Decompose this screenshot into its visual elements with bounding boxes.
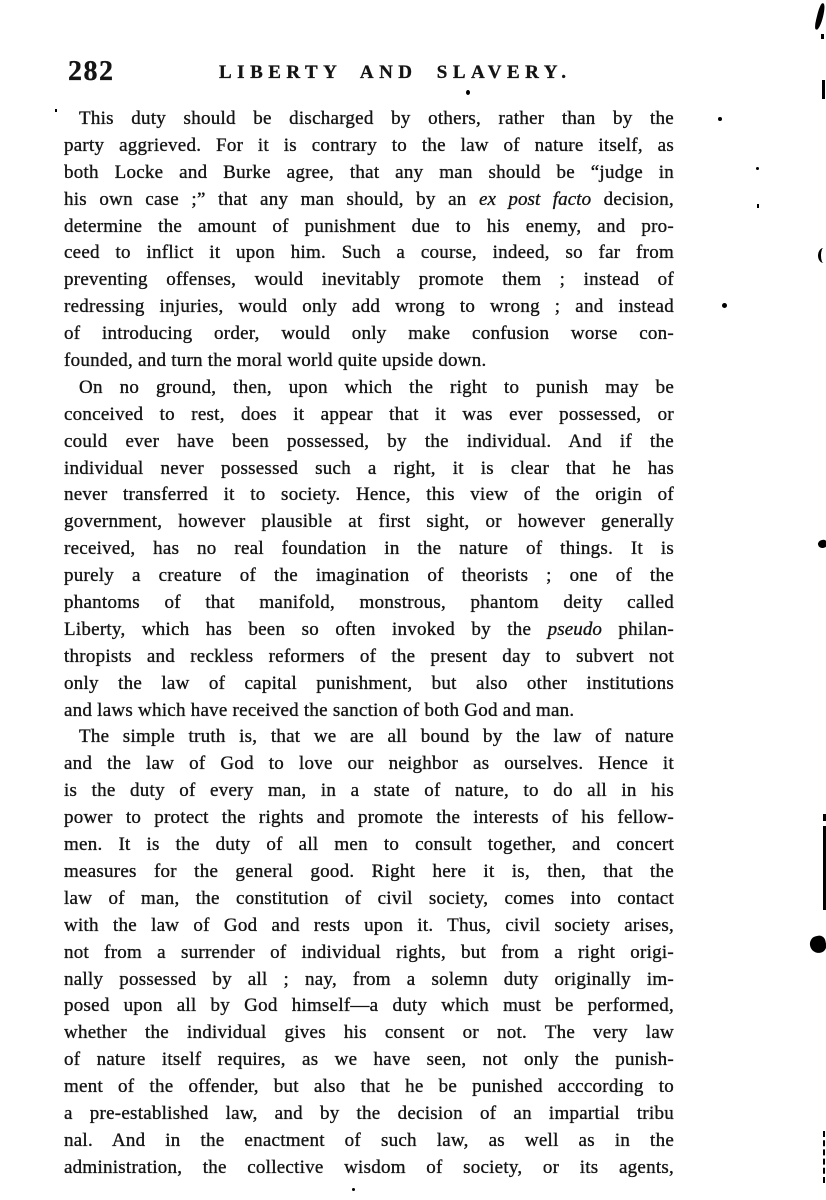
text-line: nally possessed by all ; nay, from a solemn duty originally im- <box>64 968 674 990</box>
text-line: founded, and turn the moral world quite upside down. <box>64 350 487 372</box>
text-line: and laws which have received the sanction of both God and man. <box>64 699 575 721</box>
text-line: nal. And in the enactment of such law, as well as in the <box>64 1129 674 1151</box>
text-line: of introducing order, would only make confusion worse con- <box>64 323 674 345</box>
text-line: law of man, the constitution of civil society, comes into contact <box>64 887 674 909</box>
ink-mark <box>823 1131 825 1183</box>
text-line: not from a surrender of individual rights, but from a right origi- <box>64 941 674 963</box>
text-line: men. It is the duty of all men to consult together, and concert <box>64 834 674 856</box>
text-line: government, however plausible at first sight, or however generally <box>64 511 674 533</box>
text-line: measures for the general good. Right here it is, then, that the <box>64 860 674 882</box>
text-line: never transferred it to society. Hence, this view of the origin of <box>64 484 674 506</box>
ink-mark <box>722 303 727 308</box>
text-line: phantoms of that manifold, monstrous, phantom deity called <box>64 592 674 614</box>
text-line: with the law of God and rests upon it. Thus, civil society arises, <box>64 914 674 936</box>
text-line: conceived to rest, does it appear that it was ever possessed, or <box>64 403 674 425</box>
ink-mark <box>817 539 826 549</box>
text-line: is the duty of every man, in a state of nature, to do all in his <box>64 780 674 802</box>
ink-mark <box>756 167 759 170</box>
text-line: party aggrieved. For it is contrary to the law of nature itself, as <box>64 134 674 156</box>
ink-mark <box>352 1188 355 1191</box>
text-line: could ever have been possessed, by the individual. And if the <box>64 430 674 452</box>
text-line: redressing injuries, would only add wrong to wrong ; and instead <box>64 296 674 318</box>
page-number: 282 <box>68 56 115 87</box>
text-line: posed upon all by God himself—a duty which must be performed, <box>64 995 674 1017</box>
text-line: determine the amount of punishment due to his enemy, and pro- <box>64 215 674 237</box>
ink-mark <box>821 34 824 39</box>
text-line: On no ground, then, upon which the right to punish may be <box>79 376 674 398</box>
text-line: thropists and reckless reformers of the present day to subvert not <box>64 645 674 667</box>
body-text <box>64 106 674 1182</box>
text-line: a pre-established law, and by the decision of an impartial tribu <box>64 1102 674 1124</box>
text-line: whether the individual gives his consent or not. The very law <box>64 1022 674 1044</box>
ink-mark <box>818 248 826 263</box>
text-line: ment of the offender, but also that he be punished acccording to <box>64 1076 674 1098</box>
ink-mark <box>55 109 57 112</box>
text-line: his own case ;” that any man should, by an ex post facto decision, <box>64 188 674 210</box>
paragraph <box>64 106 674 375</box>
ink-mark <box>808 935 826 955</box>
text-line: preventing offenses, would inevitably promote them ; instead of <box>64 269 674 291</box>
running-title: LIBERTY AND SLAVERY. <box>219 62 572 83</box>
ink-mark <box>718 117 722 121</box>
paragraph <box>64 375 674 725</box>
text-line: only the law of capital punishment, but also other institutions <box>64 672 674 694</box>
text-line: ceed to inflict it upon him. Such a course, indeed, so far from <box>64 242 674 264</box>
ink-mark <box>466 90 470 95</box>
text-line: administration, the collective wisdom of society, or its agents, <box>64 1156 674 1178</box>
ink-mark <box>822 80 825 99</box>
text-line: and the law of God to love our neighbor as ourselves. Hence it <box>64 753 674 775</box>
text-line: of nature itself requires, as we have seen, not only the punish- <box>64 1049 674 1071</box>
text-line: Liberty, which has been so often invoked by the pseudo philan- <box>64 618 674 640</box>
text-line: purely a creature of the imagination of theorists ; one of the <box>64 565 674 587</box>
text-line: The simple truth is, that we are all bound by the law of nature <box>79 726 674 748</box>
text-line: received, has no real foundation in the nature of things. It is <box>64 538 674 560</box>
text-line: both Locke and Burke agree, that any man should be “judge in <box>64 161 674 183</box>
text-line: power to protect the rights and promote the interests of his fellow- <box>64 807 674 829</box>
text-line: This duty should be discharged by others, rather than by the <box>79 108 674 129</box>
paragraph <box>64 724 674 1181</box>
ink-mark <box>757 204 759 208</box>
text-line: individual never possessed such a right, it is clear that he has <box>64 457 674 479</box>
ink-mark <box>814 3 826 31</box>
